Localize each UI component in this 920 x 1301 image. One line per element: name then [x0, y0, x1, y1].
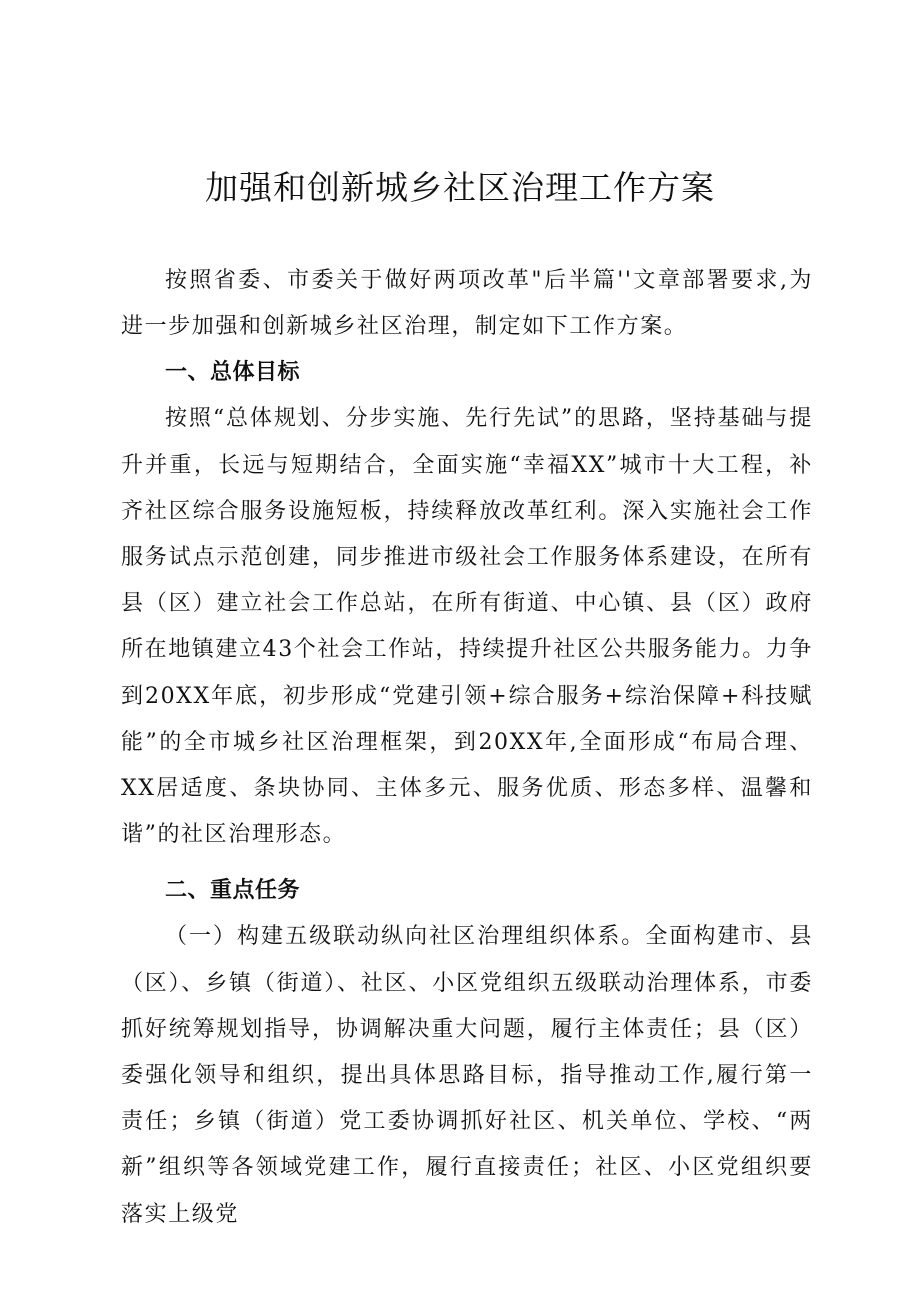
document-title: 加强和创新城乡社区治理工作方案: [205, 168, 715, 207]
section-paragraph-key-tasks: （一）构建五级联动纵向社区治理组织体系。全面构建市、县（区）、乡镇（街道）、社区、小区党组织五级联动治理体系，市委抓好统筹规划指导，协调解决重大问题，履行主体责任；县（区）委强化领导和组织，提出具体思路目标，指导推动工作,履行第一责任；乡镇（街道）党工委协调抓好社区、机关单位、学校、“两新”组织等各领域党建工作，履行直接责任；社区、小区党组织要落实上级党: [121, 924, 813, 1227]
section-paragraph-overall-goal: 按照“总体规划、分步实施、先行先试”的思路，坚持基础与提升并重，长远与短期结合，全面实施“幸福XX”城市十大工程，补齐社区综合服务设施短板，持续释放改革红利。深入实施社会工作服务试点示范创建，同步推进市级社会工作服务体系建设，在所有县（区）建立社会工作总站，在所有街道、中心镇、县（区）政府所在地镇建立43个社会工作站，持续提升社区公共服务能力。力争到20XX年底，初步形成“党建引领+综合服务+综治保障+科技赋能”的全市城乡社区治理框架，到20XX年,全面形成“布局合理、XX居适度、条块协同、主体多元、服务优质、形态多样、温馨和谐”的社区治理形态。: [121, 406, 813, 848]
section-heading-key-tasks: 二、重点任务: [165, 878, 301, 904]
section-heading-overall-goal: 一、总体目标: [165, 360, 301, 386]
document-body: [121, 258, 813, 1238]
intro-paragraph: 按照省委、市委关于做好两项改革"后半篇''文章部署要求,为进一步加强和创新城乡社区治理，制定如下工作方案。: [121, 268, 813, 340]
